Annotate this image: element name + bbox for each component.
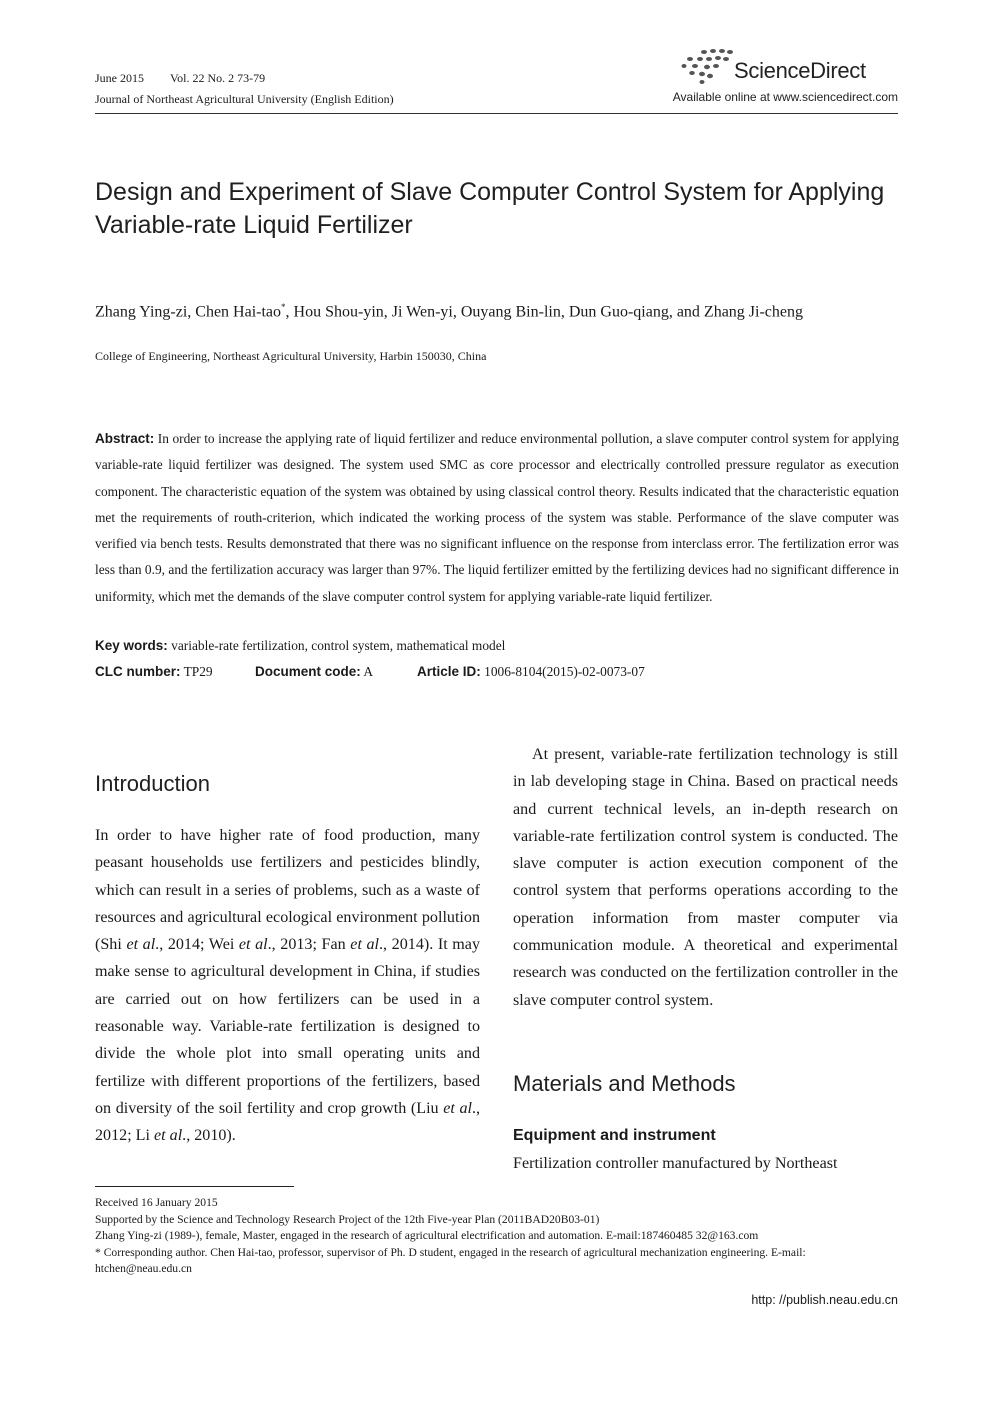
intro-text-f: ., 2010).	[182, 1127, 236, 1145]
right-column	[513, 741, 898, 1014]
abstract-label: Abstract:	[95, 431, 155, 446]
clc-number	[95, 664, 255, 680]
et-al: et al	[126, 936, 156, 954]
issue-date: June 2015	[95, 71, 144, 85]
doc-label: Document code:	[255, 664, 361, 679]
author-list	[95, 302, 803, 321]
abstract	[95, 426, 899, 610]
et-al: et al	[443, 1099, 472, 1117]
issue-line	[95, 68, 394, 89]
keywords-value: variable-rate fertilization, control system, mathematical model	[171, 638, 506, 653]
intro-text-e: ., 2012; Li	[95, 1099, 481, 1145]
journal-name: Journal of Northeast Agricultural University (English Edition)	[95, 92, 394, 106]
et-al: et al	[238, 936, 268, 954]
et-al: et al	[154, 1127, 183, 1145]
keywords-line	[95, 638, 505, 654]
available-online[interactable]: Available online at www.sciencedirect.com	[672, 90, 898, 104]
equipment-subheading: Equipment and instrument	[513, 1127, 716, 1144]
header-divider	[95, 113, 898, 114]
footnote-author: Zhang Ying-zi (1989-), female, Master, engaged in the research of agricultural electrification and automation. E-mail:187460485 32@163.com	[95, 1229, 759, 1243]
et-al: et al	[350, 936, 380, 954]
footnotes	[95, 1195, 899, 1278]
article-title: Design and Experiment of Slave Computer Control System for Applying Variable-rate Liquid Fertilizer	[95, 178, 885, 239]
intro-paragraph-2: At present, variable-rate fertilization technology is still in lab developing stage in China. Based on practical needs and current technical levels, an in-depth research on variable-rate fertilization control system is conducted. The slave computer is action execution component of the control system that performs operations according to the operation information from master computer via communication module. A theoretical and experimental research was conducted on the fertilization controller in the slave computer control system.	[513, 746, 898, 1009]
methods-heading: Materials and Methods	[513, 1071, 736, 1096]
doc-value: A	[363, 664, 374, 679]
introduction-heading: Introduction	[95, 771, 210, 796]
clc-label: CLC number:	[95, 664, 181, 679]
footnote-supported: Supported by the Science and Technology Research Project of the 12th Five-year Plan (2011BAD20B03-01)	[95, 1212, 600, 1226]
abstract-text: In order to increase the applying rate of liquid fertilizer and reduce environmental pollution, a slave computer control system for applying variable-rate liquid fertilizer was designed. The system used SMC as core processor and electrically controlled pressure regulator as execution component. The characteristic equation of the system was obtained by using classical control theory. Results indicated that the characteristic equation met the requirements of routh-criterion, which indicated the working process of the system was stable. Performance of the slave computer was verified via bench tests. Results demonstrated that there was no significant influence on the response from interclass error. The fertilization error was less than 0.9, and the fertilization accuracy was larger than 97%. The liquid fertilizer emitted by the fertilizing devices had no significant difference in uniformity, which met the demands of the slave computer control system for applying variable-rate liquid fertilizer.	[95, 431, 899, 604]
document-code	[255, 664, 417, 680]
publisher-url[interactable]: http: //publish.neau.edu.cn	[751, 1293, 898, 1307]
intro-paragraph-1	[95, 822, 480, 1150]
corresponding-mark: *	[281, 302, 286, 312]
keywords-label: Key words:	[95, 638, 168, 653]
intro-text-b: ., 2014; Wei	[155, 936, 239, 954]
article-id-label: Article ID:	[417, 664, 481, 679]
methods-paragraph-1: Fertilization controller manufactured by Northeast	[513, 1155, 838, 1172]
article-id	[417, 664, 645, 680]
methods-column	[513, 1150, 898, 1177]
authors-before: Zhang Ying-zi, Chen Hai-tao	[95, 303, 282, 321]
footnote-corresponding: * Corresponding author. Chen Hai-tao, professor, supervisor of Ph. D student, engaged in the research of agricultural mechanization engineering. E-mail: htchen@neau.edu.cn	[95, 1245, 806, 1276]
sciencedirect-brand: ScienceDirect	[734, 58, 866, 83]
journal-header	[95, 68, 394, 110]
intro-text-d: ., 2014). It may make sense to agricultural development in China, if studies are carried out on how fertilizers can be used in a reasonable way. Variable-rate fertilization is designed to divide the whole plot into small operating units and fertilize with different proportions of the fertilizers, based on diversity of the soil fertility and crop growth (Liu	[95, 936, 480, 1117]
sciencedirect-logo[interactable]	[680, 46, 900, 86]
left-column	[95, 822, 480, 1150]
classification-line	[95, 664, 645, 680]
intro-text-c: ., 2013; Fan	[267, 936, 351, 954]
footnote-received: Received 16 January 2015	[95, 1196, 218, 1209]
clc-value: TP29	[183, 664, 213, 679]
authors-after: , Hou Shou-yin, Ji Wen-yi, Ouyang Bin-lin, Dun Guo-qiang, and Zhang Ji-cheng	[285, 303, 803, 321]
issue-volume: Vol. 22 No. 2 73-79	[170, 71, 266, 85]
article-id-value: 1006-8104(2015)-02-0073-07	[484, 664, 645, 679]
intro-text-a: In order to have higher rate of food production, many peasant households use fertilizers and pesticides blindly, which can result in a series of problems, such as a waste of resources and agricultural ecological environment pollution (Shi	[95, 827, 480, 954]
footnote-divider	[95, 1186, 294, 1187]
affiliation: College of Engineering, Northeast Agricultural University, Harbin 150030, China	[95, 349, 487, 363]
sciencedirect-dots-icon	[680, 46, 734, 86]
